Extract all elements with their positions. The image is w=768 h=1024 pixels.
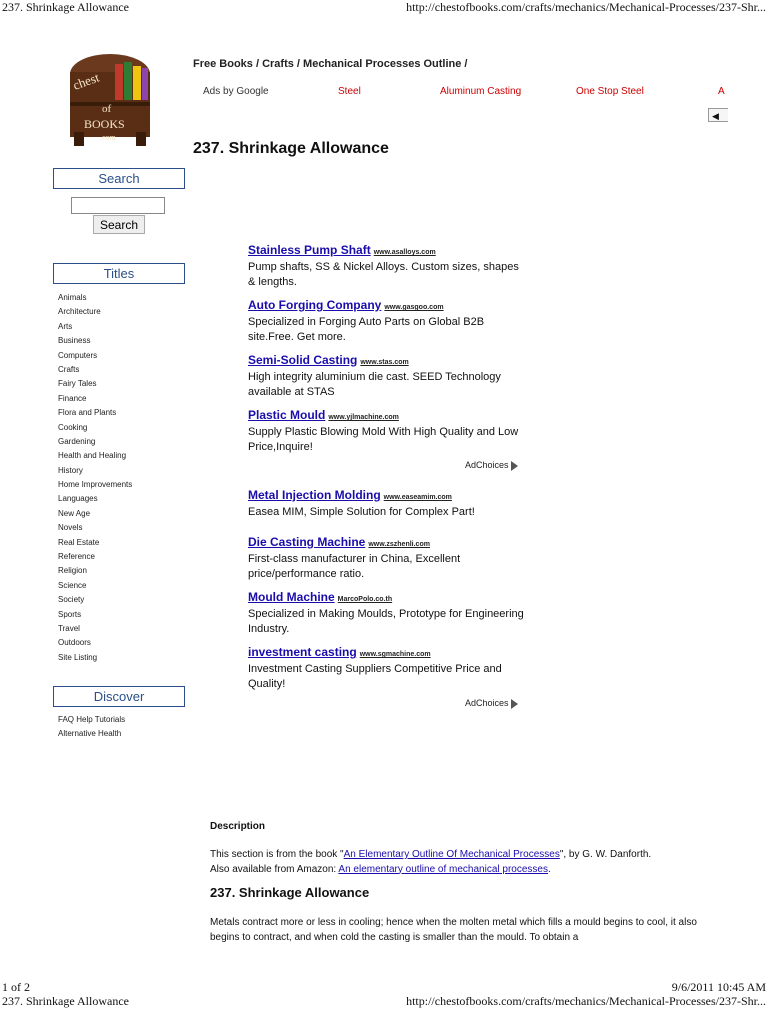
sidebar-discover-alternative-health[interactable]: Alternative Health — [58, 729, 122, 739]
adchoices-icon — [511, 699, 518, 709]
sidebar-title-site-listing[interactable]: Site Listing — [58, 652, 98, 662]
ad-domain-link[interactable]: www.gasgoo.com — [384, 304, 444, 311]
ad-item — [248, 588, 528, 636]
ad-description: Investment Casting Suppliers Competitive Price and Quality! — [248, 663, 502, 690]
ad-description: Supply Plastic Blowing Mold With High Quality and Low Price,Inquire! — [248, 426, 519, 453]
sidebar-title-reference[interactable]: Reference — [58, 552, 95, 562]
search-heading: Search — [53, 168, 185, 189]
description-mid: ", by G. W. Danforth. — [559, 849, 652, 860]
sidebar-title-flora-and-plants[interactable]: Flora and Plants — [58, 408, 117, 418]
logo-text-chest: chest — [70, 69, 102, 93]
discover-heading: Discover — [53, 686, 185, 707]
ad-link-more[interactable]: A — [718, 86, 725, 97]
sidebar-title-outdoors[interactable]: Outdoors — [58, 638, 91, 648]
ad-description: Specialized in Making Moulds, Prototype for Engineering Industry. — [248, 608, 524, 635]
ad-item — [248, 533, 528, 581]
sidebar-title-travel[interactable]: Travel — [58, 623, 80, 633]
sidebar-title-new-age[interactable]: New Age — [58, 508, 91, 518]
sidebar-title-languages[interactable]: Languages — [58, 494, 98, 504]
print-footer-datetime: 9/6/2011 10:45 AM — [671, 980, 766, 994]
adchoices-icon — [511, 461, 518, 471]
ad-description: Easea MIM, Simple Solution for Complex Part! — [248, 506, 475, 518]
ad-description: Pump shafts, SS & Nickel Alloys. Custom sizes, shapes & lengths. — [248, 261, 519, 288]
ad-domain-link[interactable]: www.zszhenli.com — [368, 541, 430, 548]
sidebar-title-crafts[interactable]: Crafts — [58, 364, 80, 374]
print-footer-title: 237. Shrinkage Allowance — [2, 994, 129, 1008]
amazon-pre: Also available from Amazon: — [210, 863, 339, 875]
ad-description: High integrity aluminium die cast. SEED Technology available at STAS — [248, 371, 501, 398]
body-text: Metals contract more or less in cooling; hence when the molten metal which fills a mould begins to cool, it also begins to contract, and when cold the casting is smaller than the mould. To obtain a — [210, 917, 697, 943]
titles-list — [58, 291, 132, 665]
sidebar-title-arts[interactable]: Arts — [58, 321, 73, 331]
ad-title-link[interactable]: Auto Forging Company — [248, 298, 382, 312]
page-title: 237. Shrinkage Allowance — [193, 140, 389, 157]
print-footer-url: http://chestofbooks.com/crafts/mechanics/Mechanical-Processes/237-Shr... — [406, 994, 766, 1008]
adchoices-label: AdChoices — [465, 460, 509, 470]
adchoices-label: AdChoices — [465, 698, 509, 708]
ad-domain-link[interactable]: www.easeamim.com — [383, 494, 452, 501]
ad-item — [248, 486, 528, 520]
print-footer-page: 1 of 2 — [2, 980, 30, 994]
sidebar-title-society[interactable]: Society — [58, 595, 85, 605]
sidebar-title-architecture[interactable]: Architecture — [58, 307, 101, 317]
sidebar-title-cooking[interactable]: Cooking — [58, 422, 88, 432]
search-input[interactable] — [71, 197, 165, 214]
description-text — [210, 848, 730, 877]
ad-title-link[interactable]: Stainless Pump Shaft — [248, 243, 371, 257]
sidebar-title-science[interactable]: Science — [58, 580, 87, 590]
sidebar-title-novels[interactable]: Novels — [58, 523, 83, 533]
description-label: Description — [210, 821, 266, 832]
amazon-post: . — [547, 863, 551, 875]
print-header-url: http://chestofbooks.com/crafts/mechanics/Mechanical-Processes/237-Shr... — [406, 0, 766, 14]
sidebar-title-animals[interactable]: Animals — [58, 293, 87, 302]
ad-item — [248, 643, 528, 691]
ad-domain-link[interactable]: www.stas.com — [360, 359, 409, 366]
ad-title-link[interactable]: Metal Injection Molding — [248, 488, 381, 502]
ad-item — [248, 241, 528, 289]
sidebar-title-finance[interactable]: Finance — [58, 393, 87, 403]
ad-item — [248, 351, 528, 399]
ad-title-link[interactable]: Die Casting Machine — [248, 535, 366, 549]
ad-title-link[interactable]: Plastic Mould — [248, 408, 326, 422]
site-logo[interactable] — [60, 42, 160, 152]
sidebar-title-real-estate[interactable]: Real Estate — [58, 537, 100, 547]
ad-domain-link[interactable]: www.asalloys.com — [373, 249, 436, 256]
ads-top-row — [203, 86, 723, 96]
logo-text-books: BOOKS — [84, 117, 125, 131]
ads-by-google-label: Ads by Google — [203, 86, 269, 97]
sidebar-title-business[interactable]: Business — [58, 336, 91, 346]
description-pre: This section is from the book " — [210, 849, 344, 860]
sidebar-title-health-and-healing[interactable]: Health and Healing — [58, 451, 127, 461]
ad-title-link[interactable]: Mould Machine — [248, 590, 335, 604]
adchoices-2[interactable] — [465, 698, 518, 709]
ad-link-one-stop-steel[interactable]: One Stop Steel — [576, 86, 644, 97]
ad-title-link[interactable]: investment casting — [248, 645, 357, 659]
adchoices-1[interactable] — [465, 460, 518, 471]
ad-description: Specialized in Forging Auto Parts on Global B2B site.Free. Get more. — [248, 316, 485, 343]
sidebar-title-computers[interactable]: Computers — [58, 350, 98, 360]
section-title: 237. Shrinkage Allowance — [210, 885, 370, 900]
titles-heading: Titles — [53, 263, 185, 284]
logo-text-com: .com — [100, 133, 116, 142]
ad-item — [248, 406, 528, 454]
ad-link-aluminum-casting[interactable]: Aluminum Casting — [440, 86, 522, 97]
discover-list — [58, 713, 125, 742]
ad-title-link[interactable]: Semi-Solid Casting — [248, 353, 358, 367]
ad-item — [248, 296, 528, 344]
sidebar-title-gardening[interactable]: Gardening — [58, 436, 96, 446]
amazon-link[interactable]: An elementary outline of mechanical processes — [338, 863, 548, 875]
sidebar-title-religion[interactable]: Religion — [58, 566, 87, 576]
ad-description: First-class manufacturer in China, Excellent price/performance ratio. — [248, 553, 461, 580]
sidebar-title-fairy-tales[interactable]: Fairy Tales — [58, 379, 97, 389]
sidebar-title-history[interactable]: History — [58, 465, 83, 475]
sidebar-discover-faq-help-tutorials[interactable]: FAQ Help Tutorials — [58, 715, 126, 724]
book-link[interactable]: An Elementary Outline Of Mechanical Processes — [343, 849, 560, 860]
search-button[interactable]: Search — [93, 215, 145, 234]
logo-text-of: of — [102, 103, 112, 115]
breadcrumb[interactable]: Free Books / Crafts / Mechanical Processes Outline / — [193, 58, 468, 70]
ad-domain-link[interactable]: MarcoPolo.co.th — [337, 596, 393, 603]
sidebar-title-home-improvements[interactable]: Home Improvements — [58, 480, 133, 490]
ad-domain-link[interactable]: www.yjlmachine.com — [328, 414, 399, 421]
ad-domain-link[interactable]: www.sgmachine.com — [359, 651, 431, 658]
ad-link-steel[interactable]: Steel — [338, 86, 361, 97]
ad-prev-arrow-icon[interactable]: ◀ — [708, 108, 728, 122]
print-header-title: 237. Shrinkage Allowance — [2, 0, 129, 14]
sidebar-title-sports[interactable]: Sports — [58, 609, 82, 619]
